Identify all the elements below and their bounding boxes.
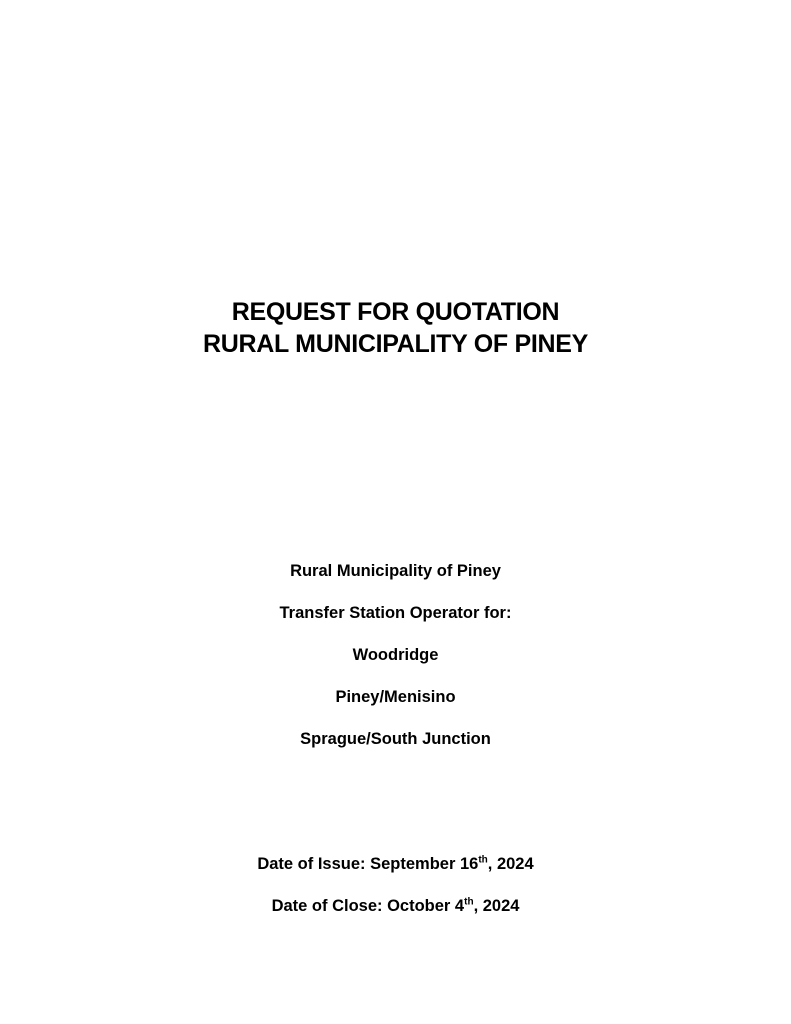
date-of-issue-year: , 2024 [487,855,534,873]
municipality-name: Rural Municipality of Piney [290,562,501,580]
date-of-close [0,896,791,916]
date-of-close-ordinal: th [464,896,474,908]
document-title [0,296,791,360]
location-piney-menisino: Piney/Menisino [335,688,456,706]
date-of-close-label: Date of Close: October 4 [271,897,465,915]
location-woodridge: Woodridge [352,646,439,664]
title-line-2: RURAL MUNICIPALITY OF PINEY [203,330,588,358]
date-of-issue-label: Date of Issue: September 16 [257,855,479,873]
date-of-issue-ordinal: th [478,854,488,866]
date-of-close-year: , 2024 [473,897,520,915]
location-sprague-south-junction: Sprague/South Junction [300,730,491,748]
operator-for-label: Transfer Station Operator for: [279,604,512,622]
date-of-issue [0,854,791,874]
title-line-1: REQUEST FOR QUOTATION [231,298,560,326]
